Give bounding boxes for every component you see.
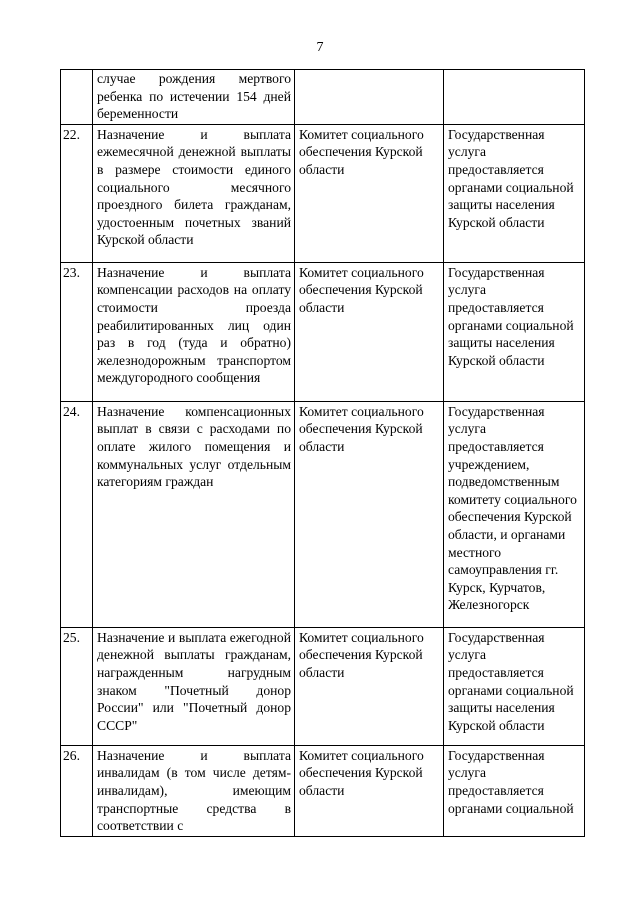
table-row [61, 745, 585, 836]
service-note: Государственная услуга предоставляется органами социальной защиты населения Курской области [444, 627, 585, 745]
responsible-body [295, 70, 444, 125]
service-name: Назначение и выплата инвалидам (в том числе детям-инвалидам), имеющим транспортные средства в соответствии с [93, 745, 295, 836]
service-note: Государственная услуга предоставляется органами социальной [444, 745, 585, 836]
service-note: Государственная услуга предоставляется учреждением, подведомственным комитету социального обеспечения Курской области, и органами местного самоуправления гг. Курск, Курчатов, Железногорск [444, 401, 585, 627]
row-number: 24. [61, 401, 93, 627]
table-row [61, 627, 585, 745]
responsible-body: Комитет социального обеспечения Курской области [295, 627, 444, 745]
row-number: 22. [61, 124, 93, 262]
row-number: 25. [61, 627, 93, 745]
table-row [61, 262, 585, 401]
services-table [60, 69, 585, 837]
responsible-body: Комитет социального обеспечения Курской области [295, 124, 444, 262]
responsible-body: Комитет социального обеспечения Курской области [295, 745, 444, 836]
table-row [61, 70, 585, 125]
table-row [61, 124, 585, 262]
page-number: 7 [316, 40, 324, 55]
table-row [61, 401, 585, 627]
service-name: случае рождения мертвого ребенка по истечении 154 дней беременности [93, 70, 295, 125]
service-name: Назначение и выплата ежемесячной денежной выплаты в размере стоимости единого социального месячного проездного билета гражданам, удостоенным почетных званий Курской области [93, 124, 295, 262]
responsible-body: Комитет социального обеспечения Курской области [295, 262, 444, 401]
row-number [61, 70, 93, 125]
service-note [444, 70, 585, 125]
service-name: Назначение компенсационных выплат в связи с расходами по оплате жилого помещения и коммунальных услуг отдельным категориям граждан [93, 401, 295, 627]
service-note: Государственная услуга предоставляется органами социальной защиты населения Курской области [444, 262, 585, 401]
service-note: Государственная услуга предоставляется органами социальной защиты населения Курской области [444, 124, 585, 262]
row-number: 26. [61, 745, 93, 836]
service-name: Назначение и выплата ежегодной денежной выплаты гражданам, награжденным нагрудным знаком "Почетный донор России" или "Почетный донор СССР" [93, 627, 295, 745]
row-number: 23. [61, 262, 93, 401]
responsible-body: Комитет социального обеспечения Курской области [295, 401, 444, 627]
service-name: Назначение и выплата компенсации расходов на оплату стоимости проезда реабилитированных лиц один раз в год (туда и обратно) железнодорожным транспортом междугородного сообщения [93, 262, 295, 401]
